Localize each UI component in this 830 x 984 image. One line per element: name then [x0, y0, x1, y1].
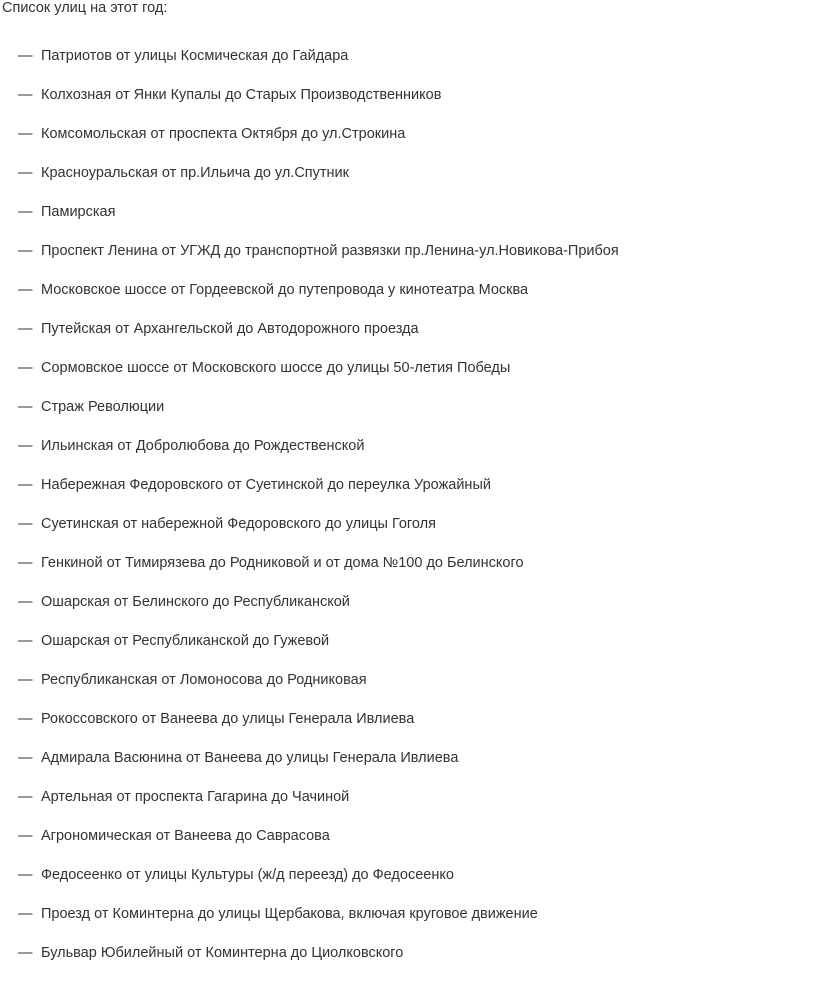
street-item-text: Генкиной от Тимирязева до Родниковой и от дома №100 до Белинского: [41, 555, 524, 571]
list-item: [0, 87, 830, 126]
dash-bullet: —: [18, 87, 33, 103]
dash-bullet: —: [18, 48, 33, 64]
dash-bullet: —: [18, 360, 33, 376]
list-item: [0, 477, 830, 516]
dash-bullet: —: [18, 633, 33, 649]
dash-bullet: —: [18, 399, 33, 415]
list-item: [0, 828, 830, 867]
list-item: [0, 438, 830, 477]
street-item-text: Памирская: [41, 204, 116, 220]
street-item-text: Артельная от проспекта Гагарина до Чачиной: [41, 789, 350, 805]
list-item: [0, 360, 830, 399]
dash-bullet: —: [18, 204, 33, 220]
dash-bullet: —: [18, 789, 33, 805]
dash-bullet: —: [18, 750, 33, 766]
street-item-text: Патриотов от улицы Космическая до Гайдара: [41, 48, 349, 64]
list-item: [0, 204, 830, 243]
street-list: [0, 48, 830, 984]
list-item: [0, 711, 830, 750]
list-item: [0, 867, 830, 906]
street-item-text: Агрономическая от Ванеева до Саврасова: [41, 828, 330, 844]
street-item-text: Колхозная от Янки Купалы до Старых Производственников: [41, 87, 442, 103]
list-item: [0, 516, 830, 555]
list-item: [0, 906, 830, 945]
dash-bullet: —: [18, 867, 33, 883]
street-item-text: Республиканская от Ломоносова до Родниковая: [41, 672, 367, 688]
list-item: [0, 243, 830, 282]
street-item-text: Адмирала Васюнина от Ванеева до улицы Генерала Ивлиева: [41, 750, 459, 766]
dash-bullet: —: [18, 672, 33, 688]
dash-bullet: —: [18, 906, 33, 922]
street-item-text: Суетинская от набережной Федоровского до улицы Гоголя: [41, 516, 436, 532]
dash-bullet: —: [18, 126, 33, 142]
street-item-text: Проспект Ленина от УГЖД до транспортной развязки пр.Ленина-ул.Новикова-Прибоя: [41, 243, 619, 259]
street-item-text: Бульвар Юбилейный от Коминтерна до Циолковского: [41, 945, 404, 961]
street-item-text: Путейская от Архангельской до Автодорожного проезда: [41, 321, 419, 337]
list-item: [0, 399, 830, 438]
dash-bullet: —: [18, 282, 33, 298]
list-item: [0, 126, 830, 165]
dash-bullet: —: [18, 243, 33, 259]
list-item: [0, 282, 830, 321]
street-item-text: Ошарская от Белинского до Республиканской: [41, 594, 350, 610]
street-item-text: Ошарская от Республиканской до Гужевой: [41, 633, 330, 649]
dash-bullet: —: [18, 165, 33, 181]
street-item-text: Московское шоссе от Гордеевской до путепровода у кинотеатра Москва: [41, 282, 529, 298]
list-item: [0, 672, 830, 711]
street-item-text: Федосеенко от улицы Культуры (ж/д переезд) до Федосеенко: [41, 867, 454, 883]
intro-text: Список улиц на этот год:: [2, 0, 168, 16]
list-item: [0, 555, 830, 594]
street-item-text: Страж Революции: [41, 399, 165, 415]
dash-bullet: —: [18, 516, 33, 532]
dash-bullet: —: [18, 321, 33, 337]
street-item-text: Комсомольская от проспекта Октября до ул.Строкина: [41, 126, 406, 142]
list-item: [0, 789, 830, 828]
dash-bullet: —: [18, 711, 33, 727]
list-item: [0, 48, 830, 87]
dash-bullet: —: [18, 594, 33, 610]
street-item-text: Набережная Федоровского от Суетинской до переулка Урожайный: [41, 477, 491, 493]
street-item-text: Сормовское шоссе от Московского шоссе до улицы 50-летия Победы: [41, 360, 511, 376]
street-item-text: Рокоссовского от Ванеева до улицы Генерала Ивлиева: [41, 711, 415, 727]
street-item-text: Красноуральская от пр.Ильича до ул.Спутник: [41, 165, 350, 181]
street-item-text: Ильинская от Добролюбова до Рождественской: [41, 438, 365, 454]
list-item: [0, 945, 830, 984]
dash-bullet: —: [18, 438, 33, 454]
street-item-text: Проезд от Коминтерна до улицы Щербакова, включая круговое движение: [41, 906, 538, 922]
list-item: [0, 750, 830, 789]
list-item: [0, 165, 830, 204]
dash-bullet: —: [18, 555, 33, 571]
dash-bullet: —: [18, 477, 33, 493]
list-item: [0, 594, 830, 633]
dash-bullet: —: [18, 828, 33, 844]
list-item: [0, 321, 830, 360]
dash-bullet: —: [18, 945, 33, 961]
list-item: [0, 633, 830, 672]
